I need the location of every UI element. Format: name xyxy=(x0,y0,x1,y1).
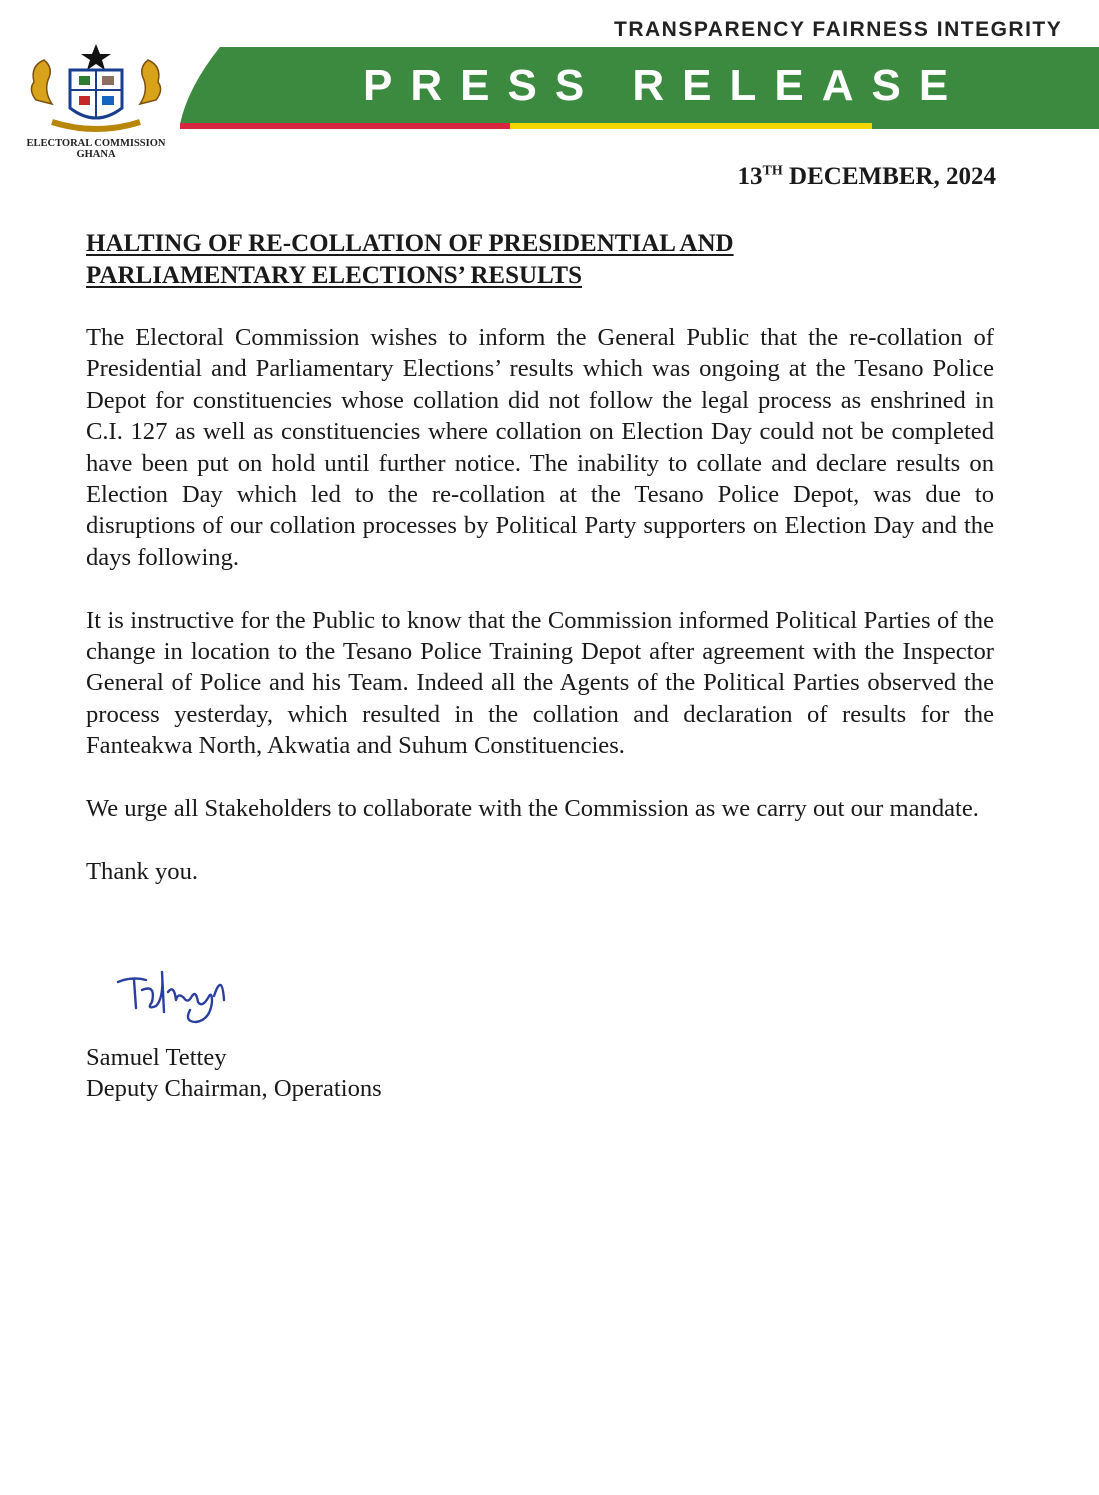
body-text xyxy=(86,322,994,919)
banner-title: PRESS RELEASE xyxy=(363,61,967,110)
date-rest: DECEMBER, 2024 xyxy=(782,163,996,190)
org-name-line1: ELECTORAL COMMISSION xyxy=(26,138,166,149)
stripe-red xyxy=(180,123,510,129)
handwritten-signature xyxy=(112,962,232,1034)
headline-line1: HALTING OF RE-COLLATION OF PRESIDENTIAL AND xyxy=(86,230,734,257)
coat-of-arms-logo xyxy=(22,38,170,138)
org-name-line2: GHANA xyxy=(76,149,116,160)
signer-name: Samuel Tettey xyxy=(86,1044,227,1071)
paragraph-2: It is instructive for the Public to know that the Commission informed Political Parties of the change in location to the Tesano Police Training Depot after agreement with the Inspector General of Police and his Team. Indeed all the Agents of the Political Parties observed the process yesterday, which resulted in the collation and declaration of results for the Fanteakwa North, Akwatia and Suhum Constituencies. xyxy=(86,606,994,760)
date-day: 13 xyxy=(737,163,763,190)
closing-thanks: Thank you. xyxy=(86,857,199,885)
paragraph-3: We urge all Stakeholders to collaborate with the Commission as we carry out our mandate. xyxy=(86,795,979,823)
signer-block xyxy=(86,1042,382,1105)
stripe-yellow xyxy=(510,123,872,129)
release-date xyxy=(738,163,996,191)
org-name xyxy=(14,138,178,160)
headline-line2: PARLIAMENTARY ELECTIONS’ RESULTS xyxy=(86,262,582,289)
signer-title: Deputy Chairman, Operations xyxy=(86,1075,382,1103)
paragraph-1: The Electoral Commission wishes to inform the General Public that the re-collation of Presidential and Parliamentary Elections’ results which was ongoing at the Tesano Police Depot for constituencies whose collation did not follow the legal process as enshrined in C.I. 127 as well as constituencies where collation on Election Day could not be completed have been put on hold until further notice. The inability to collate and declare results on Election Day which led to the re-collation at the Tesano Police Depot, was due to disruptions of our collation processes by Political Party supporters on Election Day and the days following. xyxy=(86,324,994,571)
tagline: TRANSPARENCY FAIRNESS INTEGRITY xyxy=(614,18,1063,41)
stripe-green xyxy=(872,123,1099,129)
headline xyxy=(86,228,806,292)
date-suffix: TH xyxy=(762,163,783,179)
